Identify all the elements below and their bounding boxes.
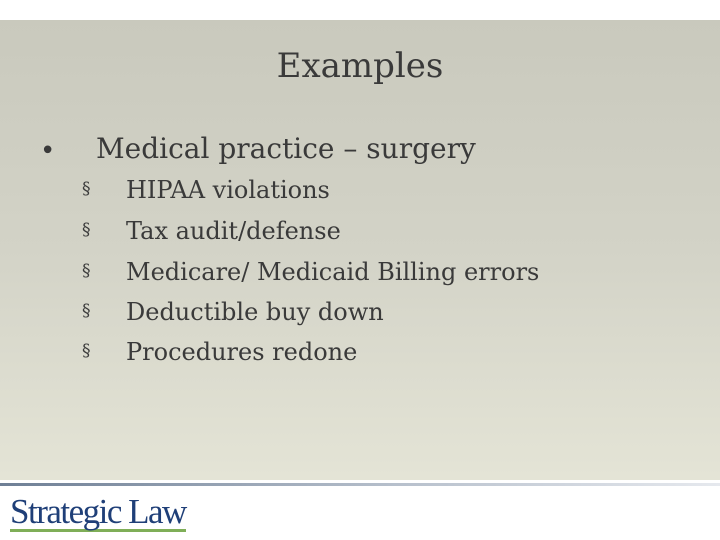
sub-item-text: Medicare/ Medicaid Billing errors bbox=[126, 258, 540, 286]
sub-item-hipaa bbox=[0, 176, 720, 212]
bullet-text: Medical practice – surgery bbox=[96, 132, 476, 165]
section-bullet-icon: § bbox=[82, 301, 91, 321]
section-bullet-icon: § bbox=[82, 341, 91, 361]
sub-item-procedures bbox=[0, 338, 720, 374]
footer-divider bbox=[0, 483, 720, 486]
sub-item-deductible bbox=[0, 298, 720, 334]
sub-item-text: HIPAA violations bbox=[126, 176, 330, 204]
sub-item-text: Deductible buy down bbox=[126, 298, 384, 326]
bullet-item bbox=[0, 132, 720, 172]
sub-item-text: Procedures redone bbox=[126, 338, 358, 366]
slide-title: Examples bbox=[276, 46, 444, 86]
section-bullet-icon: § bbox=[82, 179, 91, 199]
strategic-law-logo: Strategic Law bbox=[10, 492, 186, 531]
section-bullet-icon: § bbox=[82, 220, 91, 240]
sub-item-medicare bbox=[0, 258, 720, 294]
sub-item-tax bbox=[0, 217, 720, 253]
bullet-icon: • bbox=[40, 136, 56, 166]
sub-item-text: Tax audit/defense bbox=[126, 217, 341, 245]
slide bbox=[0, 20, 720, 480]
section-bullet-icon: § bbox=[82, 261, 91, 281]
